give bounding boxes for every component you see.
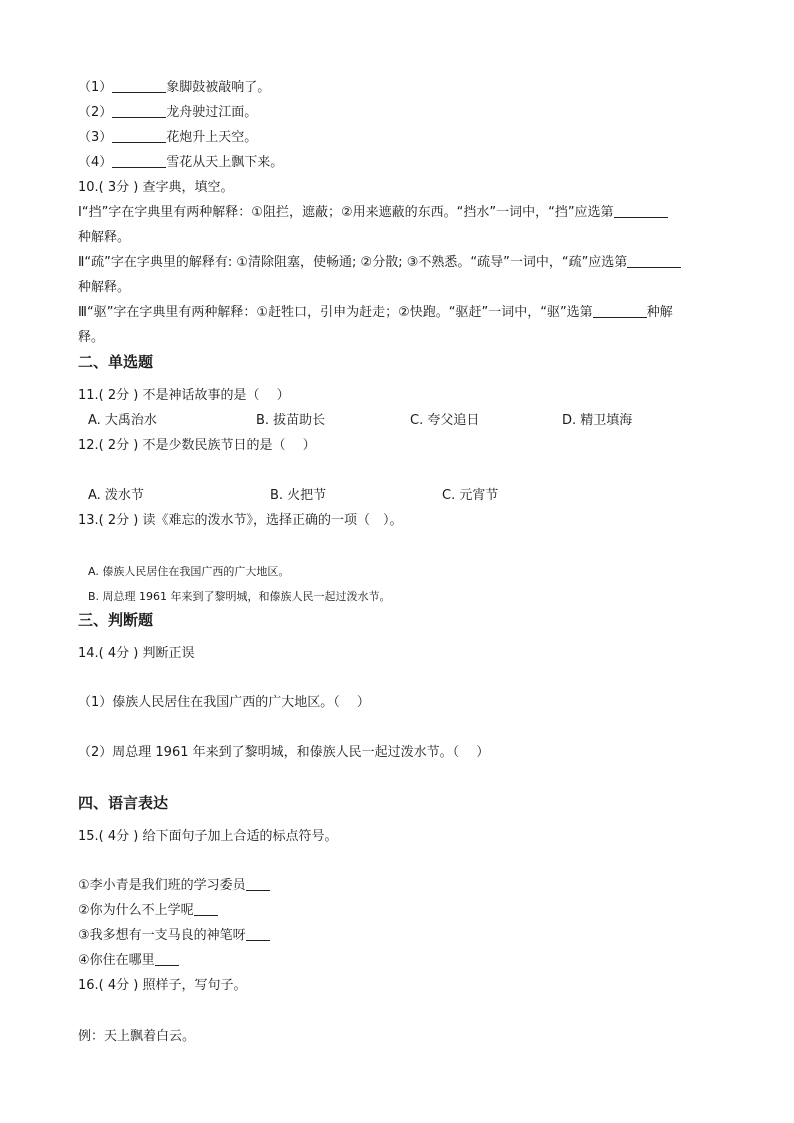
answer-blank[interactable] [112, 117, 166, 118]
option-a[interactable]: A. 傣族人民居住在我国广西的广大地区。 [88, 565, 290, 578]
question-11-header: 11.( 2分 ) 不是神话故事的是（ ） [78, 388, 290, 403]
q10-line-1-end: 种解释。 [78, 230, 131, 245]
punctuation-item: ①李小青是我们班的学习委员 [78, 877, 270, 895]
answer-blank[interactable] [614, 217, 668, 218]
option-b[interactable]: B. 拔苗助长 [256, 413, 326, 428]
answer-blank[interactable] [246, 940, 270, 941]
answer-blank[interactable] [112, 92, 166, 93]
fill-item: （1） 象脚鼓被敲响了。 [78, 80, 271, 95]
question-15-header: 15.( 4分 ) 给下面句子加上合适的标点符号。 [78, 829, 338, 844]
section-title-language-expression: 四、语言表达 [78, 794, 169, 812]
answer-blank[interactable] [627, 267, 681, 268]
fill-item: （3） 花炮升上天空。 [78, 130, 258, 145]
option-a[interactable]: A. 大禹治水 [88, 413, 157, 428]
punctuation-item: ④你住在哪里 [78, 952, 179, 970]
fill-item: （2） 龙舟驶过江面。 [78, 105, 258, 120]
answer-blank[interactable] [194, 915, 218, 916]
fill-item: （4） 雪花从天上飘下来。 [78, 155, 284, 170]
answer-blank[interactable] [112, 167, 166, 168]
punctuation-item: ③我多想有一支马良的神笔呀 [78, 927, 270, 945]
answer-blank[interactable] [246, 890, 270, 891]
question-12-header: 12.( 2分 ) 不是少数民族节日的是（ ） [78, 438, 316, 453]
question-14-header: 14.( 4分 ) 判断正误 [78, 646, 195, 661]
question-10-header: 10.( 3分 ) 查字典，填空。 [78, 180, 234, 195]
question-16-header: 16.( 4分 ) 照样子，写句子。 [78, 978, 247, 993]
q10-line-2-end: 种解释。 [78, 280, 131, 295]
answer-blank[interactable] [112, 142, 166, 143]
question-13-header: 13.( 2分 ) 读《难忘的泼水节》，选择正确的一项（ ）。 [78, 513, 403, 528]
section-title-single-choice: 二、单选题 [78, 353, 154, 371]
example-sentence: 例：天上飘着白云。 [78, 1029, 196, 1044]
q10-line-3-end: 释。 [78, 330, 105, 345]
answer-blank[interactable] [593, 317, 647, 318]
answer-blank[interactable] [155, 965, 179, 966]
option-a[interactable]: A. 泼水节 [88, 488, 144, 503]
option-c[interactable]: C. 元宵节 [442, 488, 499, 503]
option-d[interactable]: D. 精卫填海 [562, 413, 633, 428]
q10-line-3: Ⅲ“驱”字在字典里有两种解释：①赶牲口，引申为赶走；②快跑。“驱赶”一词中，“驱”选第 种解 [78, 305, 673, 320]
judge-item[interactable]: （2）周总理 1961 年来到了黎明城，和傣族人民一起过泼水节。（ ） [78, 745, 490, 760]
q10-line-2: Ⅱ“疏”字在字典里的解释有: ①清除阻塞，使畅通; ②分散; ③不熟悉。“疏导”一词中，“疏”应选第 [78, 254, 681, 272]
option-b[interactable]: B. 火把节 [270, 488, 327, 503]
option-b[interactable]: B. 周总理 1961 年来到了黎明城，和傣族人民一起过泼水节。 [88, 590, 391, 603]
q10-line-1: Ⅰ“挡”字在字典里有两种解释：①阻拦，遮蔽；②用来遮蔽的东西。“挡水”一词中，“挡”应选第 [78, 204, 668, 222]
section-title-true-false: 三、判断题 [78, 611, 154, 629]
punctuation-item: ②你为什么不上学呢 [78, 902, 218, 920]
judge-item[interactable]: （1）傣族人民居住在我国广西的广大地区。（ ） [78, 695, 370, 710]
option-c[interactable]: C. 夸父追日 [410, 413, 480, 428]
